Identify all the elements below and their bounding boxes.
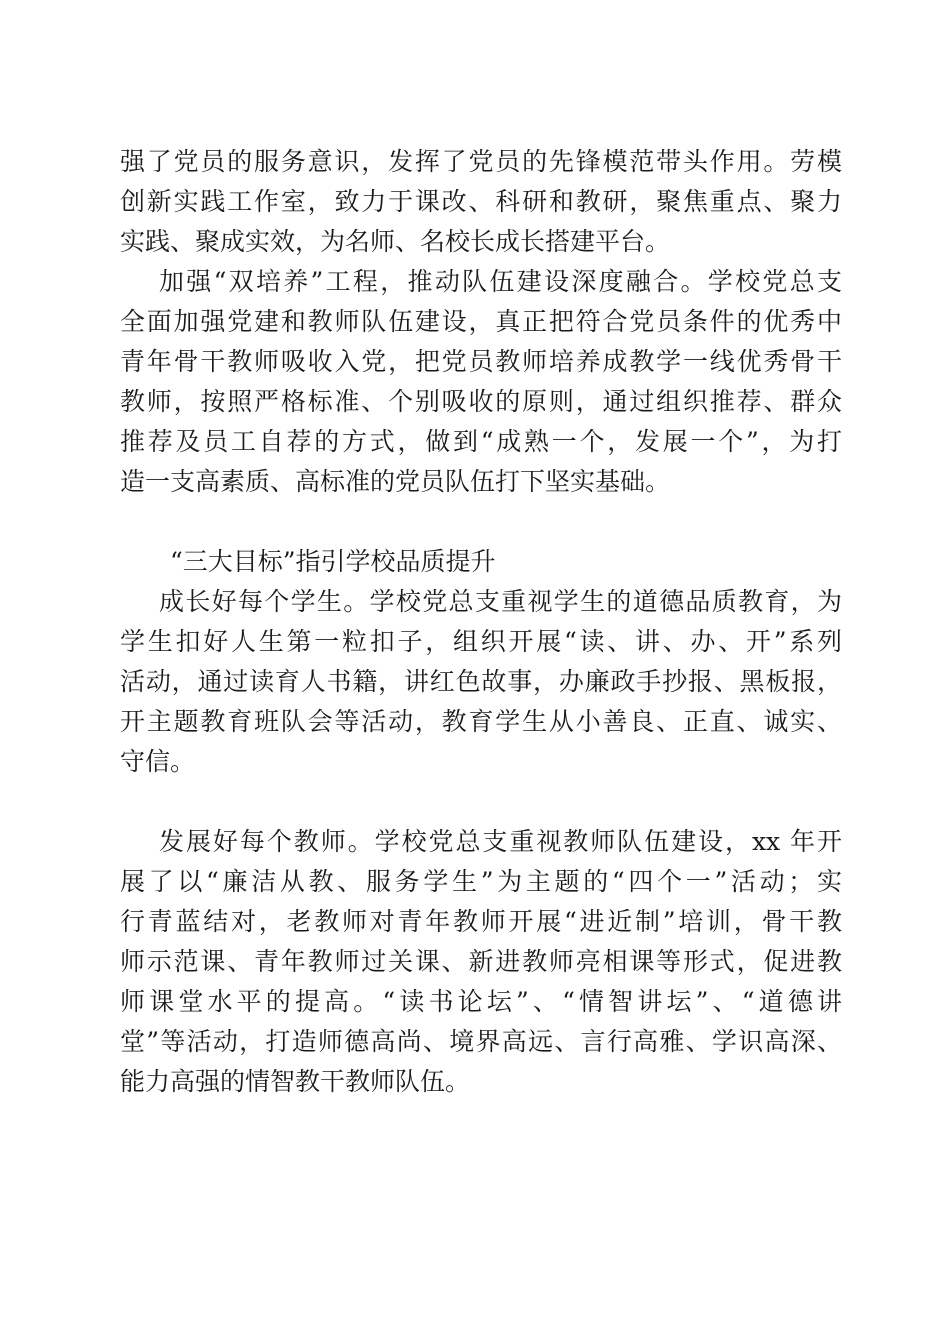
text-line: 师示范课、青年教师过关课、新进教师亮相课等形式，促进教	[120, 947, 842, 976]
section-heading-text: “三大目标”指引学校品质提升	[170, 547, 496, 576]
paragraph-party-service	[120, 142, 842, 262]
text-line: 活动，通过读育人书籍，讲红色故事，办廉政手抄报、黑板报，	[120, 667, 842, 696]
text-line: 学生扣好人生第一粒扣子，组织开展“读、讲、办、开”系列	[120, 627, 842, 656]
text-line: 开主题教育班队会等活动，教育学生从小善良、正直、诚实、	[120, 707, 842, 736]
text-line: 青年骨干教师吸收入党，把党员教师培养成教学一线优秀骨干	[120, 347, 842, 376]
paragraph-double-training	[120, 262, 842, 502]
text-line: 师课堂水平的提高。“读书论坛”、“情智讲坛”、“道德讲	[120, 987, 842, 1016]
text-line: 强了党员的服务意识，发挥了党员的先锋模范带头作用。劳模	[120, 147, 842, 176]
text-line: 实践、聚成实效，为名师、名校长成长搭建平台。	[120, 227, 671, 256]
section-heading	[120, 542, 842, 582]
text-line: 教师，按照严格标准、个别吸收的原则，通过组织推荐、群众	[120, 387, 842, 416]
text-line: 展了以“廉洁从教、服务学生”为主题的“四个一”活动；实	[120, 867, 842, 896]
text-line: 发展好每个教师。学校党总支重视教师队伍建设，xx 年开	[159, 827, 842, 856]
text-line: 成长好每个学生。学校党总支重视学生的道德品质教育，为	[159, 587, 842, 616]
paragraph-students	[120, 582, 842, 782]
text-line: 加强“双培养”工程，推动队伍建设深度融合。学校党总支	[159, 267, 842, 296]
text-line: 造一支高素质、高标准的党员队伍打下坚实基础。	[120, 467, 671, 496]
text-line: 堂”等活动，打造师德高尚、境界高远、言行高雅、学识高深、	[120, 1027, 842, 1056]
text-line: 守信。	[120, 747, 196, 776]
text-line: 推荐及员工自荐的方式，做到“成熟一个，发展一个”，为打	[120, 427, 842, 456]
text-line: 行青蓝结对，老教师对青年教师开展“进近制”培训，骨干教	[120, 907, 842, 936]
paragraph-teachers	[120, 822, 842, 1102]
text-line: 全面加强党建和教师队伍建设，真正把符合党员条件的优秀中	[120, 307, 842, 336]
text-line: 能力高强的情智教干教师队伍。	[120, 1067, 471, 1096]
text-line: 创新实践工作室，致力于课改、科研和教研，聚焦重点、聚力	[120, 187, 842, 216]
